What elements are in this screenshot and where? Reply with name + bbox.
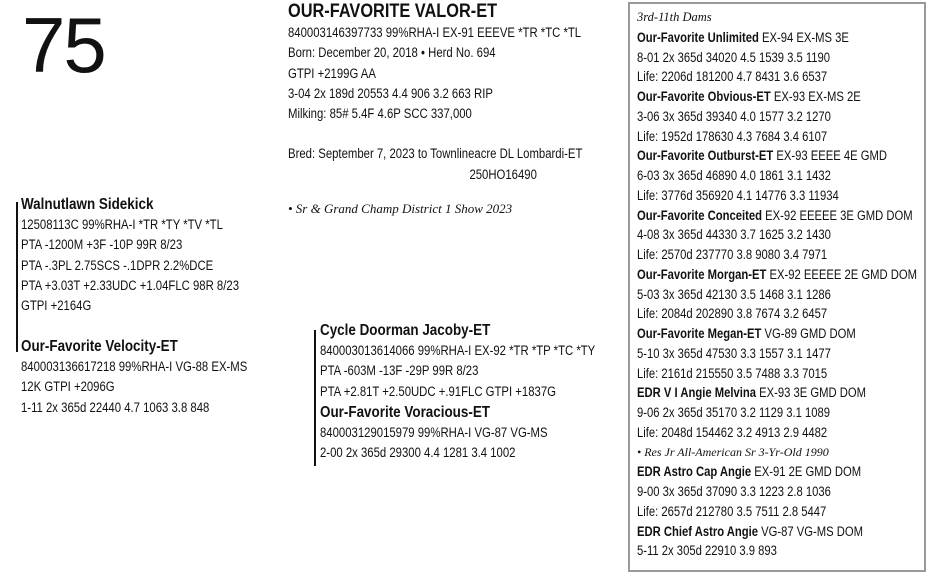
dam-8-class: VG-89 GMD DOM (761, 326, 856, 341)
dam-11-title (637, 522, 917, 542)
dam-3-name: Our-Favorite Unlimited (637, 29, 759, 45)
dam-5-name: Our-Favorite Outburst-ET (637, 148, 774, 164)
dam-9-note: • Res Jr All-American Sr 3-Yr-Old 1990 (637, 444, 829, 459)
dam-6-title (637, 206, 917, 226)
dam-8-title (637, 324, 917, 344)
dams-list (637, 8, 942, 561)
dam-10-record: 9-00 3x 365d 37090 3.3 1223 2.8 1036 (637, 484, 831, 499)
dam-9-life: Life: 2048d 154462 3.2 4913 2.9 4482 (637, 424, 828, 440)
dam-name: Our-Favorite Velocity-ET (21, 338, 178, 355)
dam-7-name: Our-Favorite Morgan-ET (637, 266, 767, 282)
dam-7-record: 5-03 3x 365d 42130 3.5 1468 3.1 1286 (637, 286, 831, 302)
dam-10-life: Life: 2657d 212780 3.5 7511 2.8 5447 (637, 503, 827, 519)
dam-6-record: 4-08 3x 365d 44330 3.7 1625 3.2 1430 (637, 227, 831, 243)
dam-11-class: VG-87 VG-MS DOM (758, 523, 864, 539)
dam-9-title (637, 383, 917, 403)
dam-4-life: Life: 1952d 178630 4.3 7684 3.4 6107 (637, 128, 828, 144)
dam-11-record: 5-11 2x 305d 22910 3.9 893 (637, 543, 777, 559)
sire-line-3: PTA -.3PL 2.75SCS -.1DPR 2.2%DCE (21, 257, 214, 273)
sire-line-1: 12508113C 99%RHA-I *TR *TY *TV *TL (21, 217, 223, 232)
dam-5-record: 6-03 3x 365d 46890 4.0 1861 3.1 1432 (637, 168, 831, 183)
main-animal-block (288, 1, 638, 219)
dam-4-class: EX-93 EX-MS 2E (770, 89, 861, 104)
dam-5-life: Life: 3776d 356920 4.1 14776 3.3 11934 (637, 187, 839, 203)
dams-box (628, 2, 926, 572)
main-animal-name: OUR-FAVORITE VALOR-ET (288, 1, 498, 22)
dam-8-record: 5-10 3x 365d 47530 3.3 1557 3.1 1477 (637, 345, 831, 361)
dam-11-name: EDR Chief Astro Angie (637, 523, 759, 539)
dam-3-title (637, 28, 917, 48)
maternal-granddam-name: Our-Favorite Voracious-ET (320, 403, 491, 421)
dam-10-title (637, 462, 917, 482)
dam-7-life: Life: 2084d 202890 3.8 7674 3.2 6457 (637, 306, 828, 322)
dam-3-life: Life: 2206d 181200 4.7 8431 3.6 6537 (637, 69, 828, 85)
dam-line-1: 840003136617218 99%RHA-I VG-88 EX-MS (21, 359, 248, 374)
lot-number: 75 (22, 1, 105, 89)
dam-4-name: Our-Favorite Obvious-ET (637, 89, 771, 104)
dam-6-class: EX-92 EEEEE 3E GMD DOM (762, 207, 913, 223)
dam-4-title (637, 87, 917, 107)
sire-line-5: GTPI +2164G (21, 298, 92, 314)
maternal-grandsire-line-2: PTA -603M -13F -29P 99R 8/23 (320, 363, 479, 379)
main-animal-bred-code: 250HO16490 (469, 166, 537, 182)
dam-line-3: 1-11 2x 365d 22440 4.7 1063 3.8 848 (21, 399, 210, 415)
dam-5-title (637, 146, 917, 166)
dam-block (21, 336, 290, 418)
dam-4-record: 3-06 3x 365d 39340 4.0 1577 3.2 1270 (637, 108, 831, 124)
dam-9-class: EX-93 3E GMD DOM (755, 385, 866, 401)
main-animal-id-line: 840003146397733 99%RHA-I EX-91 EEEVE *TR *TC *TL (288, 25, 582, 40)
sire-line-4: PTA +3.03T +2.33UDC +1.04FLC 98R 8/23 (21, 277, 240, 293)
main-animal-born-line: Born: December 20, 2018 • Herd No. 694 (288, 45, 496, 61)
dam-10-class: EX-91 2E GMD DOM (751, 464, 862, 480)
maternal-grandsire-name: Cycle Doorman Jacoby-ET (320, 322, 491, 339)
main-animal-award: • Sr & Grand Champ District 1 Show 2023 (288, 201, 513, 217)
dam-7-title (637, 265, 917, 285)
sire-block (21, 194, 281, 316)
maternal-grandsire-line-1: 840003013614066 99%RHA-I EX-92 *TR *TP *TC *TY (320, 343, 596, 358)
main-animal-gtpi-line: GTPI +2199G AA (288, 65, 376, 81)
main-animal-milking-line: Milking: 85# 5.4F 4.6P SCC 337,000 (288, 106, 472, 122)
dam-3-record: 8-01 2x 365d 34020 4.5 1539 3.5 1190 (637, 49, 831, 65)
dam-6-life: Life: 2570d 237770 3.8 9080 3.4 7971 (637, 247, 828, 262)
sire-line-2: PTA -1200M +3F -10P 99R 8/23 (21, 237, 183, 253)
dam-5-class: EX-93 EEEE 4E GMD (773, 148, 888, 164)
dam-10-name: EDR Astro Cap Angie (637, 464, 752, 480)
main-animal-record-line: 3-04 2x 189d 20553 4.4 906 3.2 663 RIP (288, 85, 493, 101)
maternal-granddam-line-1: 840003129015979 99%RHA-I VG-87 VG-MS (320, 424, 548, 440)
dam-line-2: 12K GTPI +2096G (21, 379, 115, 395)
sire-name: Walnutlawn Sidekick (21, 196, 154, 213)
dam-8-life: Life: 2161d 215550 3.5 7488 3.3 7015 (637, 365, 828, 381)
maternal-granddam-line-2: 2-00 2x 365d 29300 4.4 1281 3.4 1002 (320, 445, 516, 461)
dam-8-name: Our-Favorite Megan-ET (637, 326, 762, 341)
dam-3-class: EX-94 EX-MS 3E (758, 29, 849, 45)
main-animal-bred-line: Bred: September 7, 2023 to Townlineacre DL Lombardi-ET (288, 146, 583, 162)
dam-6-name: Our-Favorite Conceited (637, 207, 763, 223)
maternal-bracket (314, 330, 316, 466)
sire-dam-bracket (16, 202, 18, 352)
maternal-grandsire-line-3: PTA +2.81T +2.50UDC +.91FLC GTPI +1837G (320, 383, 556, 399)
dam-7-class: EX-92 EEEEE 2E GMD DOM (766, 266, 918, 282)
dam-9-name: EDR V I Angie Melvina (637, 385, 756, 401)
dam-9-record: 9-06 2x 365d 35170 3.2 1129 3.1 1089 (637, 405, 831, 420)
dams-header: 3rd-11th Dams (637, 10, 712, 24)
maternal-grandsire-block (320, 320, 648, 463)
